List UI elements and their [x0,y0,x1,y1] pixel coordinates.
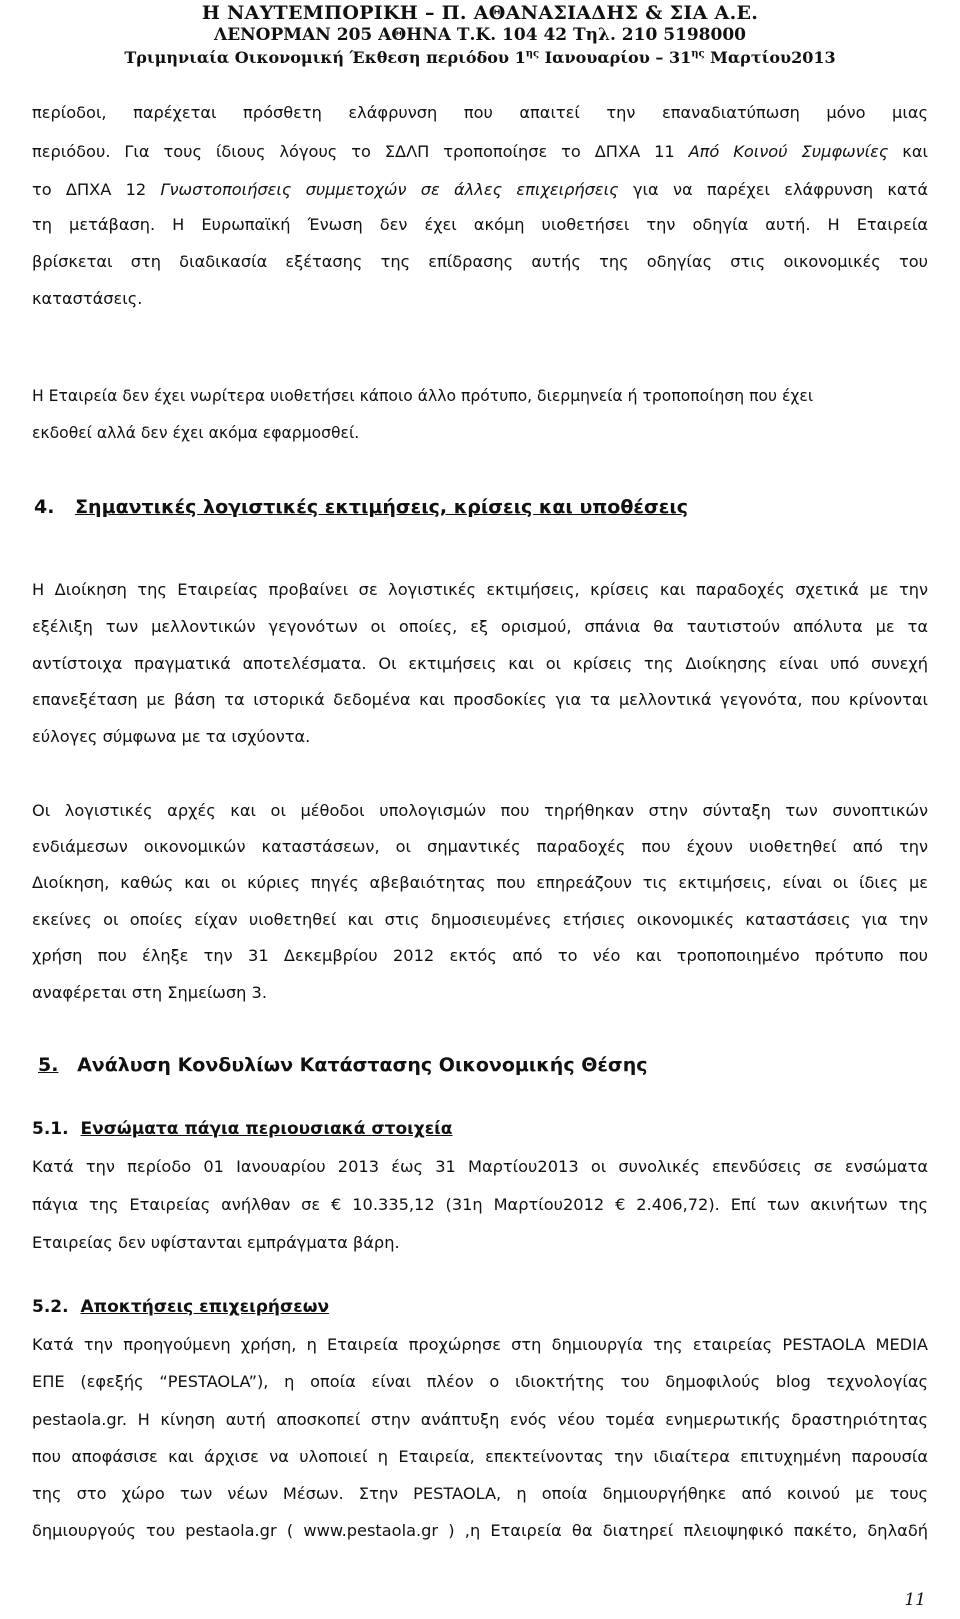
s51-line2: πάγια της Εταιρείας ανήλθαν σε € 10.335,12 (31η Μαρτίου2012 € 2.406,72). Επί των ακινήτων της [32,1195,928,1214]
section51-number: 5.1. [32,1119,69,1139]
section52-title: Αποκτήσεις επιχειρήσεων [80,1297,330,1317]
section52-heading [32,1297,329,1317]
section4-heading [34,496,688,518]
s52-line2: ΕΠΕ (εφεξής “PESTAOLA”), η οποία είναι πλέον ο ιδιοκτήτης του δημοφιλούς blog τεχνολογίας [32,1372,928,1391]
para1-line1: περίοδοι, παρέχεται πρόσθετη ελάφρυνση που απαιτεί την επαναδιατύπωση μόνο μιας [32,103,928,122]
para1-line5: βρίσκεται στη διαδικασία εξέτασης της επίδρασης αυτής της οδηγίας στις οικονομικές του [32,252,928,271]
s52-line6: δημιουργούς του pestaola.gr ( www.pestaola.gr ) ,η Εταιρεία θα διατηρεί πλειοψηφικό πακέτο, δηλαδή [32,1521,928,1540]
s51-line3: Εταιρείας δεν υφίστανται εμπράγματα βάρη. [32,1233,400,1252]
section5-title: Ανάλυση Κονδυλίων Κατάστασης Οικονομικής Θέσης [77,1054,648,1076]
s4p2-line5: χρήση που έληξε την 31 Δεκεμβρίου 2012 εκτός από το νέο και τροποποιημένο πρότυπο που [32,946,928,965]
s4p2-line1: Οι λογιστικές αρχές και οι μέθοδοι υπολογισμών που τηρήθηκαν στην σύνταξη των συνοπτικών [32,801,928,820]
s4p2-line6: αναφέρεται στη Σημείωση 3. [32,983,267,1002]
para1-line3: το ΔΠΧΑ 12 Γνωστοποιήσεις συμμετοχών σε άλλες επιχειρήσεις για να παρέχει ελάφρυνση κατά [32,180,928,199]
s4p2-line2: ενδιάμεσων οικονομικών καταστάσεων, οι σημαντικές παραδοχές που έχουν υιοθετηθεί από την [32,837,928,856]
para1-line2: περιόδου. Για τους ίδιους λόγους το ΣΔΛΠ τροποποίησε το ΔΠΧΑ 11 Από Κοινού Συμφωνίες και [32,142,928,161]
para1-line6: καταστάσεις. [32,289,143,308]
page-number: 11 [904,1590,926,1610]
para1-line4: τη μετάβαση. Η Ευρωπαϊκή Ένωση δεν έχει ακόμη υιοθετήσει την οδηγία αυτή. Η Εταιρεία [32,215,928,234]
header-company: Η ΝΑΥΤΕΜΠΟΡΙΚΗ – Π. ΑΘΑΝΑΣΙΑΔΗΣ & ΣΙΑ Α.Ε. [201,2,759,24]
s4p1-line5: εύλογες σύμφωνα με τα ισχύοντα. [32,727,311,746]
section5-heading [38,1054,648,1076]
para2-line1: Η Εταιρεία δεν έχει νωρίτερα υιοθετήσει κάποιο άλλο πρότυπο, διερμηνεία ή τροποποίηση που έχει [32,387,814,405]
s52-line1: Κατά την προηγούμενη χρήση, η Εταιρεία προχώρησε στη δημιουργία της εταιρείας PESTAOLA MEDIA [32,1335,928,1354]
s52-line5: της στο χώρο των νέων Μέσων. Στην PESTAOLA, η οποία δημιουργήθηκε από κοινού με τους [32,1484,928,1503]
s51-line1: Κατά την περίοδο 01 Ιανουαρίου 2013 έως 31 Μαρτίου2013 οι συνολικές επενδύσεις σε ενσώματα [32,1157,928,1176]
s4p2-line4: εκείνες οι οποίες είχαν υιοθετηθεί και στις δημοσιευμένες ετήσιες οικονομικές καταστάσεις για την [32,910,928,929]
para2-line2: εκδοθεί αλλά δεν έχει ακόμα εφαρμοσθεί. [32,424,360,442]
section51-title: Ενσώματα πάγια περιουσιακά στοιχεία [80,1119,453,1139]
header-report-title: Τριμηνιαία Οικονομική Έκθεση περιόδου $1^{\eta\varsigma}$ Ιανουαρίου – $31^{\eta\varsigma}$ Μαρτίου2013 [124,48,836,67]
section4-title: Σημαντικές λογιστικές εκτιμήσεις, κρίσεις και υποθέσεις [75,496,689,518]
s4p1-line4: επανεξέταση με βάση τα ιστορικά δεδομένα και προσδοκίες για τα μελλοντικά γεγονότα, που κρίνονται [32,690,928,709]
s4p1-line2: εξέλιξη των μελλοντικών γεγονότων οι οποίες, εξ ορισμού, σπάνια θα ταυτιστούν απόλυτα με τα [32,617,928,636]
s4p2-line3: Διοίκηση, καθώς και οι κύριες πηγές αβεβαιότητας που επηρεάζουν τις εκτιμήσεις, είναι οι ίδιες με [32,873,928,892]
section5-number: 5. [38,1054,59,1076]
s52-line4: που αποφάσισε και άρχισε να υλοποιεί η Εταιρεία, επεκτείνοντας την ιδιαίτερα επιτυχημένη παρουσία [32,1447,928,1466]
section52-number: 5.2. [32,1297,69,1317]
section4-number: 4. [34,496,55,518]
s4p1-line1: Η Διοίκηση της Εταιρείας προβαίνει σε λογιστικές εκτιμήσεις, κρίσεις και παραδοχές σχετικά με την [32,580,928,599]
s52-line3: pestaola.gr. Η κίνηση αυτή αποσκοπεί στην ανάπτυξη ενός νέου τομέα ενημερωτικής δραστηριότητας [32,1410,928,1429]
s4p1-line3: αντίστοιχα πραγματικά αποτελέσματα. Οι εκτιμήσεις και οι κρίσεις της Διοίκησης είναι υπό συνεχή [32,654,928,673]
section51-heading [32,1119,452,1139]
header-address: ΛΕΝΟΡΜΑΝ 205 ΑΘΗΝΑ Τ.Κ. 104 42 Τηλ. 210 5198000 [214,25,746,45]
